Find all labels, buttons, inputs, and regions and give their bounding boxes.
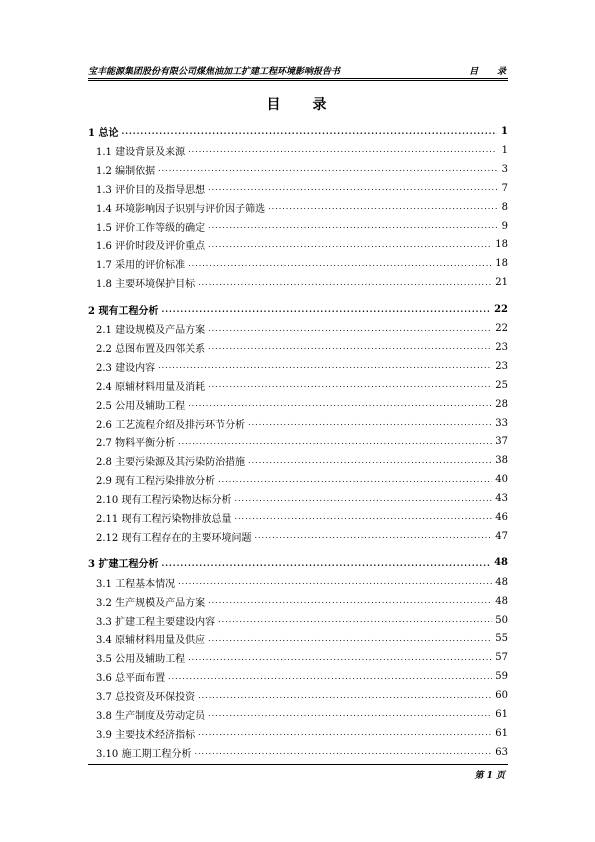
toc-section-entry[interactable] (88, 273, 508, 292)
toc-entry-label: 2.4 原辅材料用量及消耗 (96, 381, 206, 393)
dot-leader (248, 418, 492, 428)
toc-entry-page-number: 47 (495, 530, 508, 542)
dot-leader (198, 691, 492, 701)
toc-entry-label: 3.5 公用及辅助工程 (96, 654, 186, 666)
toc-section-entry[interactable] (88, 508, 508, 527)
toc-entry-page-number: 23 (495, 341, 508, 353)
toc-section-entry[interactable] (88, 254, 508, 273)
toc-entry-label: 2.12 现有工程存在的主要环境问题 (96, 532, 252, 544)
dot-leader (208, 240, 492, 250)
toc-section-entry[interactable] (88, 198, 508, 217)
dot-leader (234, 494, 492, 504)
toc-entry-label: 2.1 建设规模及产品方案 (96, 325, 206, 337)
toc-entry-page-number: 59 (495, 671, 508, 683)
toc-section-entry[interactable] (88, 235, 508, 254)
toc-chapter-entry[interactable] (88, 553, 508, 573)
toc-entry-label: 3.3 扩建工程主要建设内容 (96, 616, 216, 628)
toc-entry-label: 3.10 施工期工程分析 (96, 748, 192, 760)
toc-entry-page-number: 21 (495, 277, 508, 289)
toc-entry-page-number: 48 (495, 595, 508, 607)
toc-entry-page-number: 50 (495, 614, 508, 626)
dot-leader (208, 221, 497, 231)
dot-leader (161, 558, 491, 568)
dot-leader (208, 596, 492, 606)
toc-entry-label: 3.4 原辅材料用量及供应 (96, 635, 206, 647)
footer-rule (88, 764, 508, 765)
toc-entry-page-number: 48 (494, 557, 508, 569)
toc-entry-label: 1.1 建设背景及来源 (96, 146, 186, 158)
dot-leader (188, 259, 492, 269)
dot-leader (178, 437, 492, 447)
header-document-title: 宝丰能源集团股份有限公司煤焦油加工扩建工程环境影响报告书 (88, 67, 341, 77)
toc-entry-page-number: 1 (501, 125, 508, 137)
toc-section-entry[interactable] (88, 179, 508, 198)
toc-section-entry[interactable] (88, 432, 508, 451)
toc-chapter-entry[interactable] (88, 299, 508, 319)
toc-entry-page-number: 23 (495, 360, 508, 372)
toc-entry-label: 1.8 主要环境保护目标 (96, 279, 196, 291)
dot-leader (188, 145, 497, 155)
toc-entry-label: 2.10 现有工程污染物达标分析 (96, 495, 232, 507)
toc-section-entry[interactable] (88, 451, 508, 470)
dot-leader (168, 672, 492, 682)
toc-entry-label: 2.9 现有工程污染排放分析 (96, 476, 216, 488)
toc-entry-page-number: 38 (495, 455, 508, 467)
toc-section-entry[interactable] (88, 629, 508, 648)
dot-leader (208, 380, 492, 390)
toc-entry-page-number: 22 (494, 303, 508, 315)
toc-entry-page-number: 57 (495, 652, 508, 664)
toc-entry-page-number: 60 (495, 690, 508, 702)
dot-leader (198, 278, 492, 288)
toc-section-entry[interactable] (88, 573, 508, 592)
toc-entry-label: 2.7 物料平衡分析 (96, 438, 176, 450)
toc-entry-page-number: 61 (495, 727, 508, 739)
toc-section-entry[interactable] (88, 592, 508, 611)
toc-section-entry[interactable] (88, 667, 508, 686)
toc-entry-label: 3.2 生产规模及产品方案 (96, 597, 206, 609)
dot-leader (208, 324, 492, 334)
toc-section-entry[interactable] (88, 489, 508, 508)
running-header (88, 64, 508, 78)
dot-leader (188, 399, 492, 409)
toc-entry-page-number: 25 (495, 379, 508, 391)
toc-entry-label: 2.3 建设内容 (96, 362, 156, 374)
toc-entry-label: 3 扩建工程分析 (88, 559, 159, 571)
dot-leader (268, 202, 497, 212)
toc-entry-label: 3.8 生产制度及劳动定员 (96, 710, 206, 722)
toc-entry-page-number: 37 (495, 436, 508, 448)
dot-leader (161, 304, 491, 314)
toc-section-entry[interactable] (88, 743, 508, 762)
toc-entry-page-number: 18 (495, 239, 508, 251)
toc-section-entry[interactable] (88, 648, 508, 667)
toc-entry-label: 3.1 工程基本情况 (96, 578, 176, 590)
toc-entry-page-number: 18 (495, 258, 508, 270)
header-section-label: 目 录 (469, 67, 506, 77)
toc-entry-label: 1.5 评价工作等级的确定 (96, 222, 206, 234)
toc-entry-label: 2.5 公用及辅助工程 (96, 400, 186, 412)
header-rule (88, 78, 508, 79)
toc-entry-label: 1.7 采用的评价标准 (96, 260, 186, 272)
dot-leader (158, 164, 497, 174)
toc-entry-label: 1.4 环境影响因子识别与评价因子筛选 (96, 203, 266, 215)
toc-section-entry[interactable] (88, 414, 508, 433)
toc-section-entry[interactable] (88, 217, 508, 236)
toc-section-entry[interactable] (88, 527, 508, 546)
toc-entry-page-number: 55 (495, 633, 508, 645)
dot-leader (218, 615, 492, 625)
toc-entry-label: 3.7 总投资及环保投资 (96, 692, 196, 704)
toc-entry-page-number: 46 (495, 511, 508, 523)
toc-section-entry[interactable] (88, 160, 508, 179)
toc-entry-page-number: 22 (495, 323, 508, 335)
toc-section-entry[interactable] (88, 357, 508, 376)
toc-entry-page-number: 43 (495, 493, 508, 505)
toc-entry-page-number: 28 (495, 398, 508, 410)
page-number: 第 1 页 (474, 771, 505, 781)
toc-entry-label: 2 现有工程分析 (88, 305, 159, 317)
toc-entry-page-number: 33 (495, 417, 508, 429)
dot-leader (121, 126, 497, 136)
toc-entry-label: 1.6 评价时段及评价重点 (96, 241, 206, 253)
toc-entry-page-number: 40 (495, 474, 508, 486)
toc-section-entry[interactable] (88, 705, 508, 724)
toc-entry-label: 2.8 主要污染源及其污染防治措施 (96, 457, 246, 469)
toc-entry-page-number: 48 (495, 576, 508, 588)
toc-entry-label: 3.9 主要技术经济指标 (96, 729, 196, 741)
toc-entry-page-number: 1 (501, 144, 508, 156)
toc-section-entry[interactable] (88, 686, 508, 705)
toc-entry-label: 1.3 评价目的及指导思想 (96, 184, 206, 196)
toc-section-entry[interactable] (88, 376, 508, 395)
dot-leader (254, 531, 492, 541)
toc-entry-label: 2.6 工艺流程介绍及排污环节分析 (96, 419, 246, 431)
toc-entry-page-number: 9 (501, 220, 508, 232)
dot-leader (208, 634, 492, 644)
toc-entry-label: 3.6 总平面布置 (96, 673, 166, 685)
page-title: 目 录 (266, 97, 329, 113)
toc-entry-page-number: 63 (495, 746, 508, 758)
header-rule-thin (88, 80, 508, 81)
toc-chapter-entry[interactable] (88, 121, 508, 141)
dot-leader (158, 361, 492, 371)
toc-section-entry[interactable] (88, 338, 508, 357)
dot-leader (208, 342, 492, 352)
dot-leader (208, 183, 497, 193)
dot-leader (234, 512, 492, 522)
dot-leader (188, 653, 492, 663)
toc-section-entry[interactable] (88, 724, 508, 743)
toc-entry-page-number: 3 (501, 163, 508, 175)
dot-leader (208, 709, 492, 719)
toc-entry-label: 2.2 总图布置及四邻关系 (96, 343, 206, 355)
dot-leader (248, 456, 492, 466)
dot-leader (218, 475, 492, 485)
dot-leader (178, 577, 492, 587)
toc-entry-label: 1.2 编制依据 (96, 165, 156, 177)
toc-entry-label: 1 总论 (88, 127, 119, 139)
table-of-contents (88, 121, 508, 762)
toc-section-entry[interactable] (88, 141, 508, 160)
toc-section-entry[interactable] (88, 611, 508, 630)
toc-entry-page-number: 7 (501, 182, 508, 194)
toc-section-entry[interactable] (88, 470, 508, 489)
toc-entry-page-number: 61 (495, 708, 508, 720)
toc-entry-label: 2.11 现有工程污染物排放总量 (96, 513, 232, 525)
dot-leader (198, 728, 492, 738)
toc-section-entry[interactable] (88, 395, 508, 414)
dot-leader (194, 747, 492, 757)
toc-section-entry[interactable] (88, 319, 508, 338)
toc-entry-page-number: 8 (501, 201, 508, 213)
